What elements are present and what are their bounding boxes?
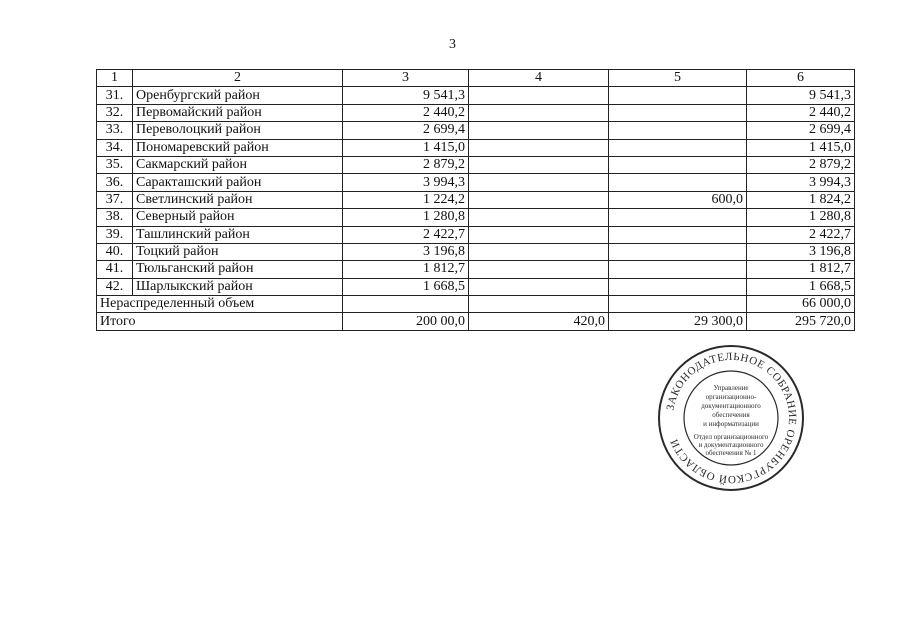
header-cell: 2 [133, 70, 343, 87]
value-c5 [609, 226, 747, 243]
district-name: Переволоцкий район [133, 122, 343, 139]
stamp-seal [655, 342, 807, 494]
value-c4 [469, 104, 609, 121]
value-c4 [469, 174, 609, 191]
value-c4 [469, 226, 609, 243]
unallocated-c3 [343, 296, 469, 313]
row-number: 40. [97, 243, 133, 260]
value-c4 [469, 243, 609, 260]
row-number: 39. [97, 226, 133, 243]
value-c5 [609, 209, 747, 226]
table-row [97, 122, 855, 139]
value-c6: 2 879,2 [747, 156, 855, 173]
value-c4 [469, 122, 609, 139]
district-name: Ташлинский район [133, 226, 343, 243]
total-label: Итого [97, 313, 343, 330]
table-row [97, 156, 855, 173]
stamp-inner-line: и документационного [698, 441, 764, 449]
header-cell: 4 [469, 70, 609, 87]
unallocated-label: Нераспределенный объем [97, 296, 343, 313]
header-cell: 3 [343, 70, 469, 87]
row-number: 41. [97, 261, 133, 278]
district-name: Тоцкий район [133, 243, 343, 260]
value-c5 [609, 278, 747, 295]
value-c5 [609, 174, 747, 191]
value-c4 [469, 191, 609, 208]
table-row [97, 209, 855, 226]
table-row [97, 278, 855, 295]
official-stamp [655, 342, 807, 494]
value-c3: 9 541,3 [343, 87, 469, 104]
stamp-inner-line: обеспечения № 1 [705, 449, 757, 457]
header-cell: 5 [609, 70, 747, 87]
value-c3: 2 699,4 [343, 122, 469, 139]
stamp-inner-line: обеспечения [712, 411, 750, 419]
total-c5: 29 300,0 [609, 313, 747, 330]
value-c5 [609, 87, 747, 104]
value-c6: 1 668,5 [747, 278, 855, 295]
value-c3: 1 812,7 [343, 261, 469, 278]
stamp-inner-line: и информатизации [703, 420, 759, 428]
row-number: 37. [97, 191, 133, 208]
value-c3: 1 280,8 [343, 209, 469, 226]
table-row [97, 243, 855, 260]
row-number: 33. [97, 122, 133, 139]
stamp-outer-text: ЗАКОНОДАТЕЛЬНОЕ СОБРАНИЕ ОРЕНБУРГСКОЙ ОБЛАСТИ [664, 350, 799, 486]
total-c6: 295 720,0 [747, 313, 855, 330]
table-row [97, 139, 855, 156]
unallocated-c6: 66 000,0 [747, 296, 855, 313]
value-c6: 2 699,4 [747, 122, 855, 139]
value-c3: 3 994,3 [343, 174, 469, 191]
table-row [97, 261, 855, 278]
table-body [97, 70, 855, 331]
value-c6: 9 541,3 [747, 87, 855, 104]
unallocated-row [97, 296, 855, 313]
district-name: Сакмарский район [133, 156, 343, 173]
district-name: Северный район [133, 209, 343, 226]
table-row [97, 226, 855, 243]
total-c3: 200 00,0 [343, 313, 469, 330]
total-row [97, 313, 855, 330]
stamp-inner-line: организационно- [705, 393, 757, 401]
value-c6: 1 415,0 [747, 139, 855, 156]
district-name: Тюльганский район [133, 261, 343, 278]
district-name: Пономаревский район [133, 139, 343, 156]
value-c5 [609, 104, 747, 121]
row-number: 36. [97, 174, 133, 191]
value-c5 [609, 261, 747, 278]
unallocated-c4 [469, 296, 609, 313]
value-c6: 3 196,8 [747, 243, 855, 260]
value-c4 [469, 209, 609, 226]
value-c6: 1 280,8 [747, 209, 855, 226]
allocation-table [96, 69, 855, 331]
table-row [97, 104, 855, 121]
value-c4 [469, 278, 609, 295]
value-c4 [469, 87, 609, 104]
value-c5 [609, 139, 747, 156]
value-c6: 2 422,7 [747, 226, 855, 243]
unallocated-c5 [609, 296, 747, 313]
value-c3: 2 422,7 [343, 226, 469, 243]
row-number: 38. [97, 209, 133, 226]
value-c6: 1 812,7 [747, 261, 855, 278]
district-name: Первомайский район [133, 104, 343, 121]
value-c3: 1 668,5 [343, 278, 469, 295]
stamp-inner-line: документационного [701, 402, 761, 410]
value-c3: 3 196,8 [343, 243, 469, 260]
value-c6: 2 440,2 [747, 104, 855, 121]
district-name: Светлинский район [133, 191, 343, 208]
header-cell: 6 [747, 70, 855, 87]
value-c4 [469, 261, 609, 278]
district-name: Саракташский район [133, 174, 343, 191]
value-c3: 1 415,0 [343, 139, 469, 156]
value-c5: 600,0 [609, 191, 747, 208]
stamp-inner-line: Отдел организационного [693, 433, 769, 441]
row-number: 31. [97, 87, 133, 104]
table-header-row [97, 70, 855, 87]
table-row [97, 191, 855, 208]
total-c4: 420,0 [469, 313, 609, 330]
value-c5 [609, 122, 747, 139]
value-c3: 2 440,2 [343, 104, 469, 121]
value-c5 [609, 243, 747, 260]
row-number: 34. [97, 139, 133, 156]
value-c3: 2 879,2 [343, 156, 469, 173]
district-name: Оренбургский район [133, 87, 343, 104]
value-c6: 1 824,2 [747, 191, 855, 208]
table-row [97, 174, 855, 191]
row-number: 42. [97, 278, 133, 295]
stamp-inner-line: Управление [713, 384, 749, 392]
value-c5 [609, 156, 747, 173]
page-number: 3 [449, 37, 456, 52]
value-c4 [469, 139, 609, 156]
value-c4 [469, 156, 609, 173]
table-row [97, 87, 855, 104]
row-number: 32. [97, 104, 133, 121]
value-c6: 3 994,3 [747, 174, 855, 191]
district-name: Шарлыкский район [133, 278, 343, 295]
value-c3: 1 224,2 [343, 191, 469, 208]
row-number: 35. [97, 156, 133, 173]
header-cell: 1 [97, 70, 133, 87]
